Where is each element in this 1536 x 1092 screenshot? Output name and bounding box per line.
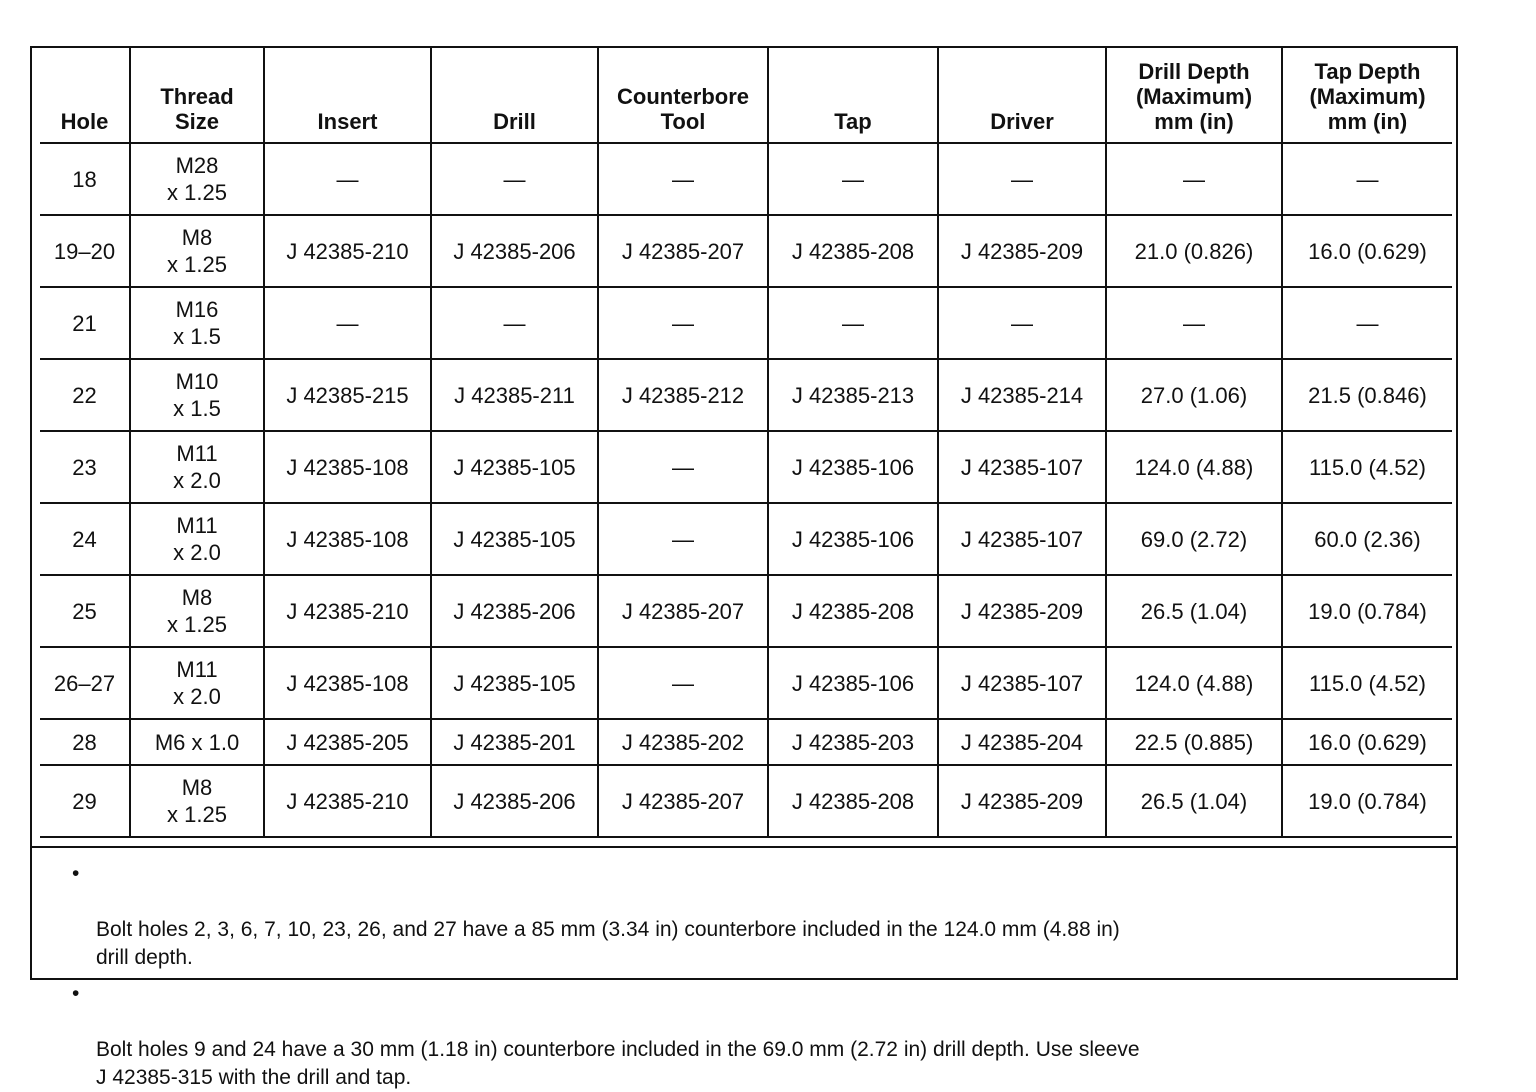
- cell-counterbore-tool: —: [598, 431, 768, 503]
- cell-drill: J 42385-105: [431, 647, 598, 719]
- cell-thread-size: M8 x 1.25: [130, 765, 264, 837]
- cell-drill-depth: 26.5 (1.04): [1106, 765, 1282, 837]
- cell-thread-size: M11 x 2.0: [130, 431, 264, 503]
- cell-drill-depth: 69.0 (2.72): [1106, 503, 1282, 575]
- cell-hole: 18: [40, 143, 130, 215]
- cell-hole: 23: [40, 431, 130, 503]
- cell-tap-depth: 21.5 (0.846): [1282, 359, 1452, 431]
- cell-hole: 22: [40, 359, 130, 431]
- cell-tap: —: [768, 287, 938, 359]
- header-tap: Tap: [768, 48, 938, 143]
- cell-hole: 29: [40, 765, 130, 837]
- cell-counterbore-tool: —: [598, 143, 768, 215]
- cell-tap: J 42385-208: [768, 765, 938, 837]
- cell-driver: J 42385-107: [938, 503, 1106, 575]
- cell-counterbore-tool: J 42385-207: [598, 765, 768, 837]
- cell-drill-depth: 124.0 (4.88): [1106, 431, 1282, 503]
- cell-drill-depth: 22.5 (0.885): [1106, 719, 1282, 765]
- cell-drill: J 42385-206: [431, 575, 598, 647]
- header-drill: Drill: [431, 48, 598, 143]
- cell-driver: J 42385-209: [938, 215, 1106, 287]
- cell-drill: —: [431, 287, 598, 359]
- cell-insert: —: [264, 143, 431, 215]
- cell-insert: J 42385-108: [264, 647, 431, 719]
- cell-hole: 24: [40, 503, 130, 575]
- cell-driver: J 42385-107: [938, 431, 1106, 503]
- cell-hole: 21: [40, 287, 130, 359]
- cell-tap-depth: 115.0 (4.52): [1282, 647, 1452, 719]
- cell-tap-depth: 16.0 (0.629): [1282, 719, 1452, 765]
- cell-driver: J 42385-209: [938, 765, 1106, 837]
- table-row: [40, 719, 1452, 765]
- cell-drill-depth: 21.0 (0.826): [1106, 215, 1282, 287]
- cell-tap-depth: 19.0 (0.784): [1282, 765, 1452, 837]
- cell-tap: J 42385-203: [768, 719, 938, 765]
- cell-hole: 19–20: [40, 215, 130, 287]
- cell-drill-depth: 124.0 (4.88): [1106, 647, 1282, 719]
- header-counterbore-tool: Counterbore Tool: [598, 48, 768, 143]
- cell-tap-depth: 115.0 (4.52): [1282, 431, 1452, 503]
- cell-counterbore-tool: J 42385-207: [598, 575, 768, 647]
- cell-thread-size: M11 x 2.0: [130, 503, 264, 575]
- cell-thread-size: M11 x 2.0: [130, 647, 264, 719]
- table-row: [40, 647, 1452, 719]
- cell-tap: J 42385-106: [768, 503, 938, 575]
- cell-counterbore-tool: —: [598, 287, 768, 359]
- header-driver: Driver: [938, 48, 1106, 143]
- tool-spec-table: [40, 48, 1452, 838]
- table-row: [40, 215, 1452, 287]
- cell-tap-depth: 60.0 (2.36): [1282, 503, 1452, 575]
- cell-counterbore-tool: —: [598, 503, 768, 575]
- cell-insert: J 42385-108: [264, 431, 431, 503]
- cell-thread-size: M28 x 1.25: [130, 143, 264, 215]
- cell-tap-depth: 19.0 (0.784): [1282, 575, 1452, 647]
- cell-tap: J 42385-106: [768, 431, 938, 503]
- cell-tap-depth: —: [1282, 287, 1452, 359]
- cell-tap-depth: —: [1282, 143, 1452, 215]
- cell-thread-size: M16 x 1.5: [130, 287, 264, 359]
- header-drill-depth: Drill Depth (Maximum) mm (in): [1106, 48, 1282, 143]
- cell-driver: —: [938, 287, 1106, 359]
- cell-drill: J 42385-206: [431, 765, 598, 837]
- table-row: [40, 431, 1452, 503]
- cell-counterbore-tool: J 42385-207: [598, 215, 768, 287]
- cell-driver: J 42385-107: [938, 647, 1106, 719]
- table-row: [40, 287, 1452, 359]
- cell-hole: 25: [40, 575, 130, 647]
- cell-hole: 28: [40, 719, 130, 765]
- table-row: [40, 503, 1452, 575]
- cell-tap: J 42385-208: [768, 575, 938, 647]
- cell-drill-depth: —: [1106, 287, 1282, 359]
- cell-tap: —: [768, 143, 938, 215]
- table-row: [40, 765, 1452, 837]
- note-item: [72, 980, 1426, 1092]
- note-text: Bolt holes 2, 3, 6, 7, 10, 23, 26, and 27 have a 85 mm (3.34 in) counterbore included in the 124.0 mm (4.88 in) drill depth.: [96, 918, 1120, 969]
- cell-thread-size: M8 x 1.25: [130, 215, 264, 287]
- cell-hole: 26–27: [40, 647, 130, 719]
- cell-insert: J 42385-210: [264, 575, 431, 647]
- header-thread-size: Thread Size: [130, 48, 264, 143]
- spec-sheet: [30, 46, 1458, 1089]
- cell-thread-size: M6 x 1.0: [130, 719, 264, 765]
- cell-drill: J 42385-211: [431, 359, 598, 431]
- cell-drill-depth: —: [1106, 143, 1282, 215]
- cell-counterbore-tool: J 42385-202: [598, 719, 768, 765]
- cell-driver: J 42385-209: [938, 575, 1106, 647]
- cell-tap: J 42385-208: [768, 215, 938, 287]
- header-insert: Insert: [264, 48, 431, 143]
- cell-drill-depth: 26.5 (1.04): [1106, 575, 1282, 647]
- cell-drill: J 42385-206: [431, 215, 598, 287]
- cell-tap: J 42385-106: [768, 647, 938, 719]
- cell-drill: J 42385-105: [431, 431, 598, 503]
- cell-driver: J 42385-204: [938, 719, 1106, 765]
- bullet-icon: •: [72, 862, 80, 885]
- cell-tap-depth: 16.0 (0.629): [1282, 215, 1452, 287]
- notes-section: [32, 846, 1456, 1089]
- cell-insert: J 42385-108: [264, 503, 431, 575]
- header-tap-depth: Tap Depth (Maximum) mm (in): [1282, 48, 1452, 143]
- cell-insert: J 42385-210: [264, 765, 431, 837]
- cell-counterbore-tool: —: [598, 647, 768, 719]
- table-row: [40, 143, 1452, 215]
- table-row: [40, 575, 1452, 647]
- cell-insert: J 42385-215: [264, 359, 431, 431]
- bullet-icon: •: [72, 982, 80, 1005]
- cell-drill: J 42385-201: [431, 719, 598, 765]
- cell-driver: —: [938, 143, 1106, 215]
- note-text: Bolt holes 9 and 24 have a 30 mm (1.18 in) counterbore included in the 69.0 mm (2.72 in) drill depth. Use sleeve J 42385-315 with the drill and tap.: [96, 1038, 1140, 1089]
- table-header-row: [40, 48, 1452, 143]
- cell-insert: J 42385-210: [264, 215, 431, 287]
- cell-thread-size: M10 x 1.5: [130, 359, 264, 431]
- header-hole: Hole: [40, 48, 130, 143]
- cell-insert: —: [264, 287, 431, 359]
- cell-drill: J 42385-105: [431, 503, 598, 575]
- cell-counterbore-tool: J 42385-212: [598, 359, 768, 431]
- cell-thread-size: M8 x 1.25: [130, 575, 264, 647]
- cell-drill-depth: 27.0 (1.06): [1106, 359, 1282, 431]
- table-row: [40, 359, 1452, 431]
- cell-driver: J 42385-214: [938, 359, 1106, 431]
- cell-drill: —: [431, 143, 598, 215]
- note-item: [72, 860, 1426, 972]
- cell-tap: J 42385-213: [768, 359, 938, 431]
- cell-insert: J 42385-205: [264, 719, 431, 765]
